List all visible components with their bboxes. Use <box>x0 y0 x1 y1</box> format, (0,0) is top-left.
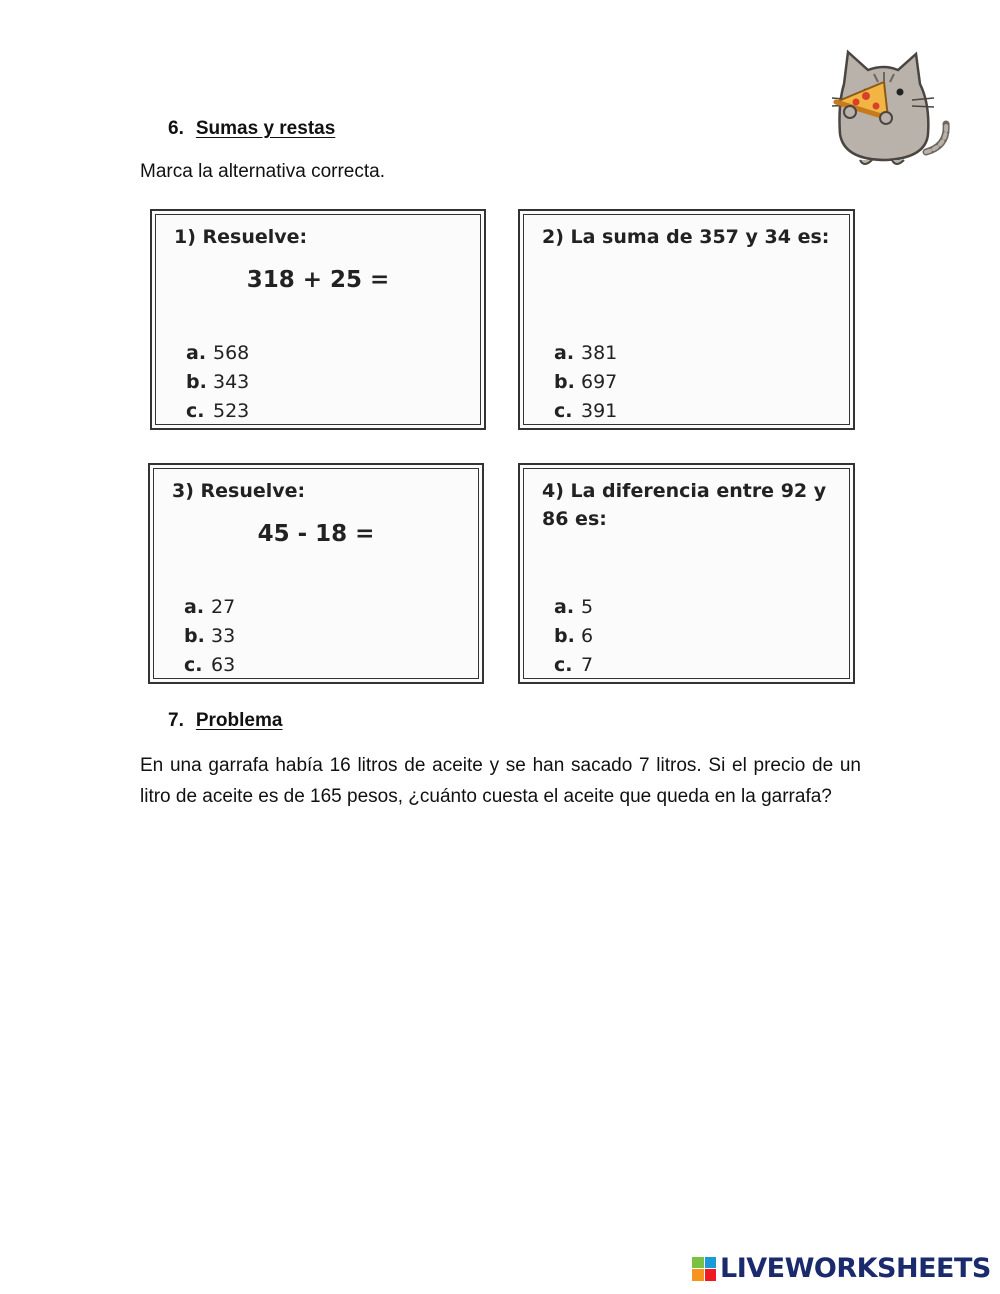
question-card-1 <box>150 209 486 430</box>
cat-eating-pizza-illustration <box>826 44 956 172</box>
liveworksheets-logo[interactable] <box>692 1253 991 1284</box>
question-expression: 45 - 18 = <box>257 521 375 547</box>
option-value: 343 <box>213 371 250 393</box>
question-card-3 <box>148 463 484 684</box>
answer-option-a[interactable] <box>184 593 235 622</box>
answer-option-a[interactable] <box>186 339 249 368</box>
answer-option-b[interactable] <box>184 622 235 651</box>
problem-statement: En una garrafa había 16 litros de aceite y se han sacado 7 litros. Si el precio de un litro de aceite es de 165 pesos, ¿cuánto cuesta el aceite que queda en la garrafa? <box>140 755 861 807</box>
option-letter: a. <box>186 342 207 364</box>
option-letter: a. <box>554 342 575 364</box>
question-title: 3) Resuelve: <box>172 480 306 502</box>
answer-option-b[interactable] <box>554 622 593 651</box>
option-value: 33 <box>211 625 236 647</box>
option-letter: a. <box>184 596 205 618</box>
option-value: 697 <box>581 371 618 393</box>
liveworksheets-logo-icon <box>692 1257 716 1281</box>
section-7-title: Problema <box>195 710 283 731</box>
option-letter: b. <box>184 625 205 647</box>
option-letter: c. <box>184 654 203 676</box>
answer-options <box>184 593 235 680</box>
option-value: 6 <box>581 625 594 647</box>
answer-options <box>554 339 617 426</box>
question-title: 2) La suma de 357 y 34 es: <box>542 226 830 248</box>
answer-option-b[interactable] <box>554 368 617 397</box>
section-6-title: Sumas y restas <box>195 118 336 139</box>
logo-text: LIVEWORKSHEETS <box>720 1253 991 1284</box>
option-value: 7 <box>581 654 594 676</box>
option-letter: b. <box>554 625 575 647</box>
answer-option-a[interactable] <box>554 593 593 622</box>
answer-option-c[interactable] <box>186 397 249 426</box>
option-value: 63 <box>211 654 236 676</box>
question-title: 4) La diferencia entre 92 y 86 es: <box>542 480 827 530</box>
answer-option-b[interactable] <box>186 368 249 397</box>
section-7-number: 7. <box>168 710 184 731</box>
section-6-heading <box>168 118 335 140</box>
answer-option-c[interactable] <box>554 651 593 680</box>
option-letter: c. <box>186 400 205 422</box>
option-letter: a. <box>554 596 575 618</box>
question-card-4 <box>518 463 855 684</box>
option-value: 5 <box>581 596 594 618</box>
option-letter: c. <box>554 400 573 422</box>
answer-option-c[interactable] <box>554 397 617 426</box>
question-card-2 <box>518 209 855 430</box>
option-value: 568 <box>213 342 250 364</box>
section-6-number: 6. <box>168 118 184 139</box>
option-value: 381 <box>581 342 618 364</box>
answer-options <box>186 339 249 426</box>
question-title: 1) Resuelve: <box>174 226 308 248</box>
option-value: 27 <box>211 596 236 618</box>
option-value: 523 <box>213 400 250 422</box>
option-value: 391 <box>581 400 618 422</box>
option-letter: b. <box>186 371 207 393</box>
answer-option-c[interactable] <box>184 651 235 680</box>
section-6-instructions: Marca la alternativa correcta. <box>140 161 385 182</box>
section-7-heading <box>168 710 282 732</box>
option-letter: b. <box>554 371 575 393</box>
answer-option-a[interactable] <box>554 339 617 368</box>
option-letter: c. <box>554 654 573 676</box>
answer-options <box>554 593 593 680</box>
question-expression: 318 + 25 = <box>246 267 390 293</box>
